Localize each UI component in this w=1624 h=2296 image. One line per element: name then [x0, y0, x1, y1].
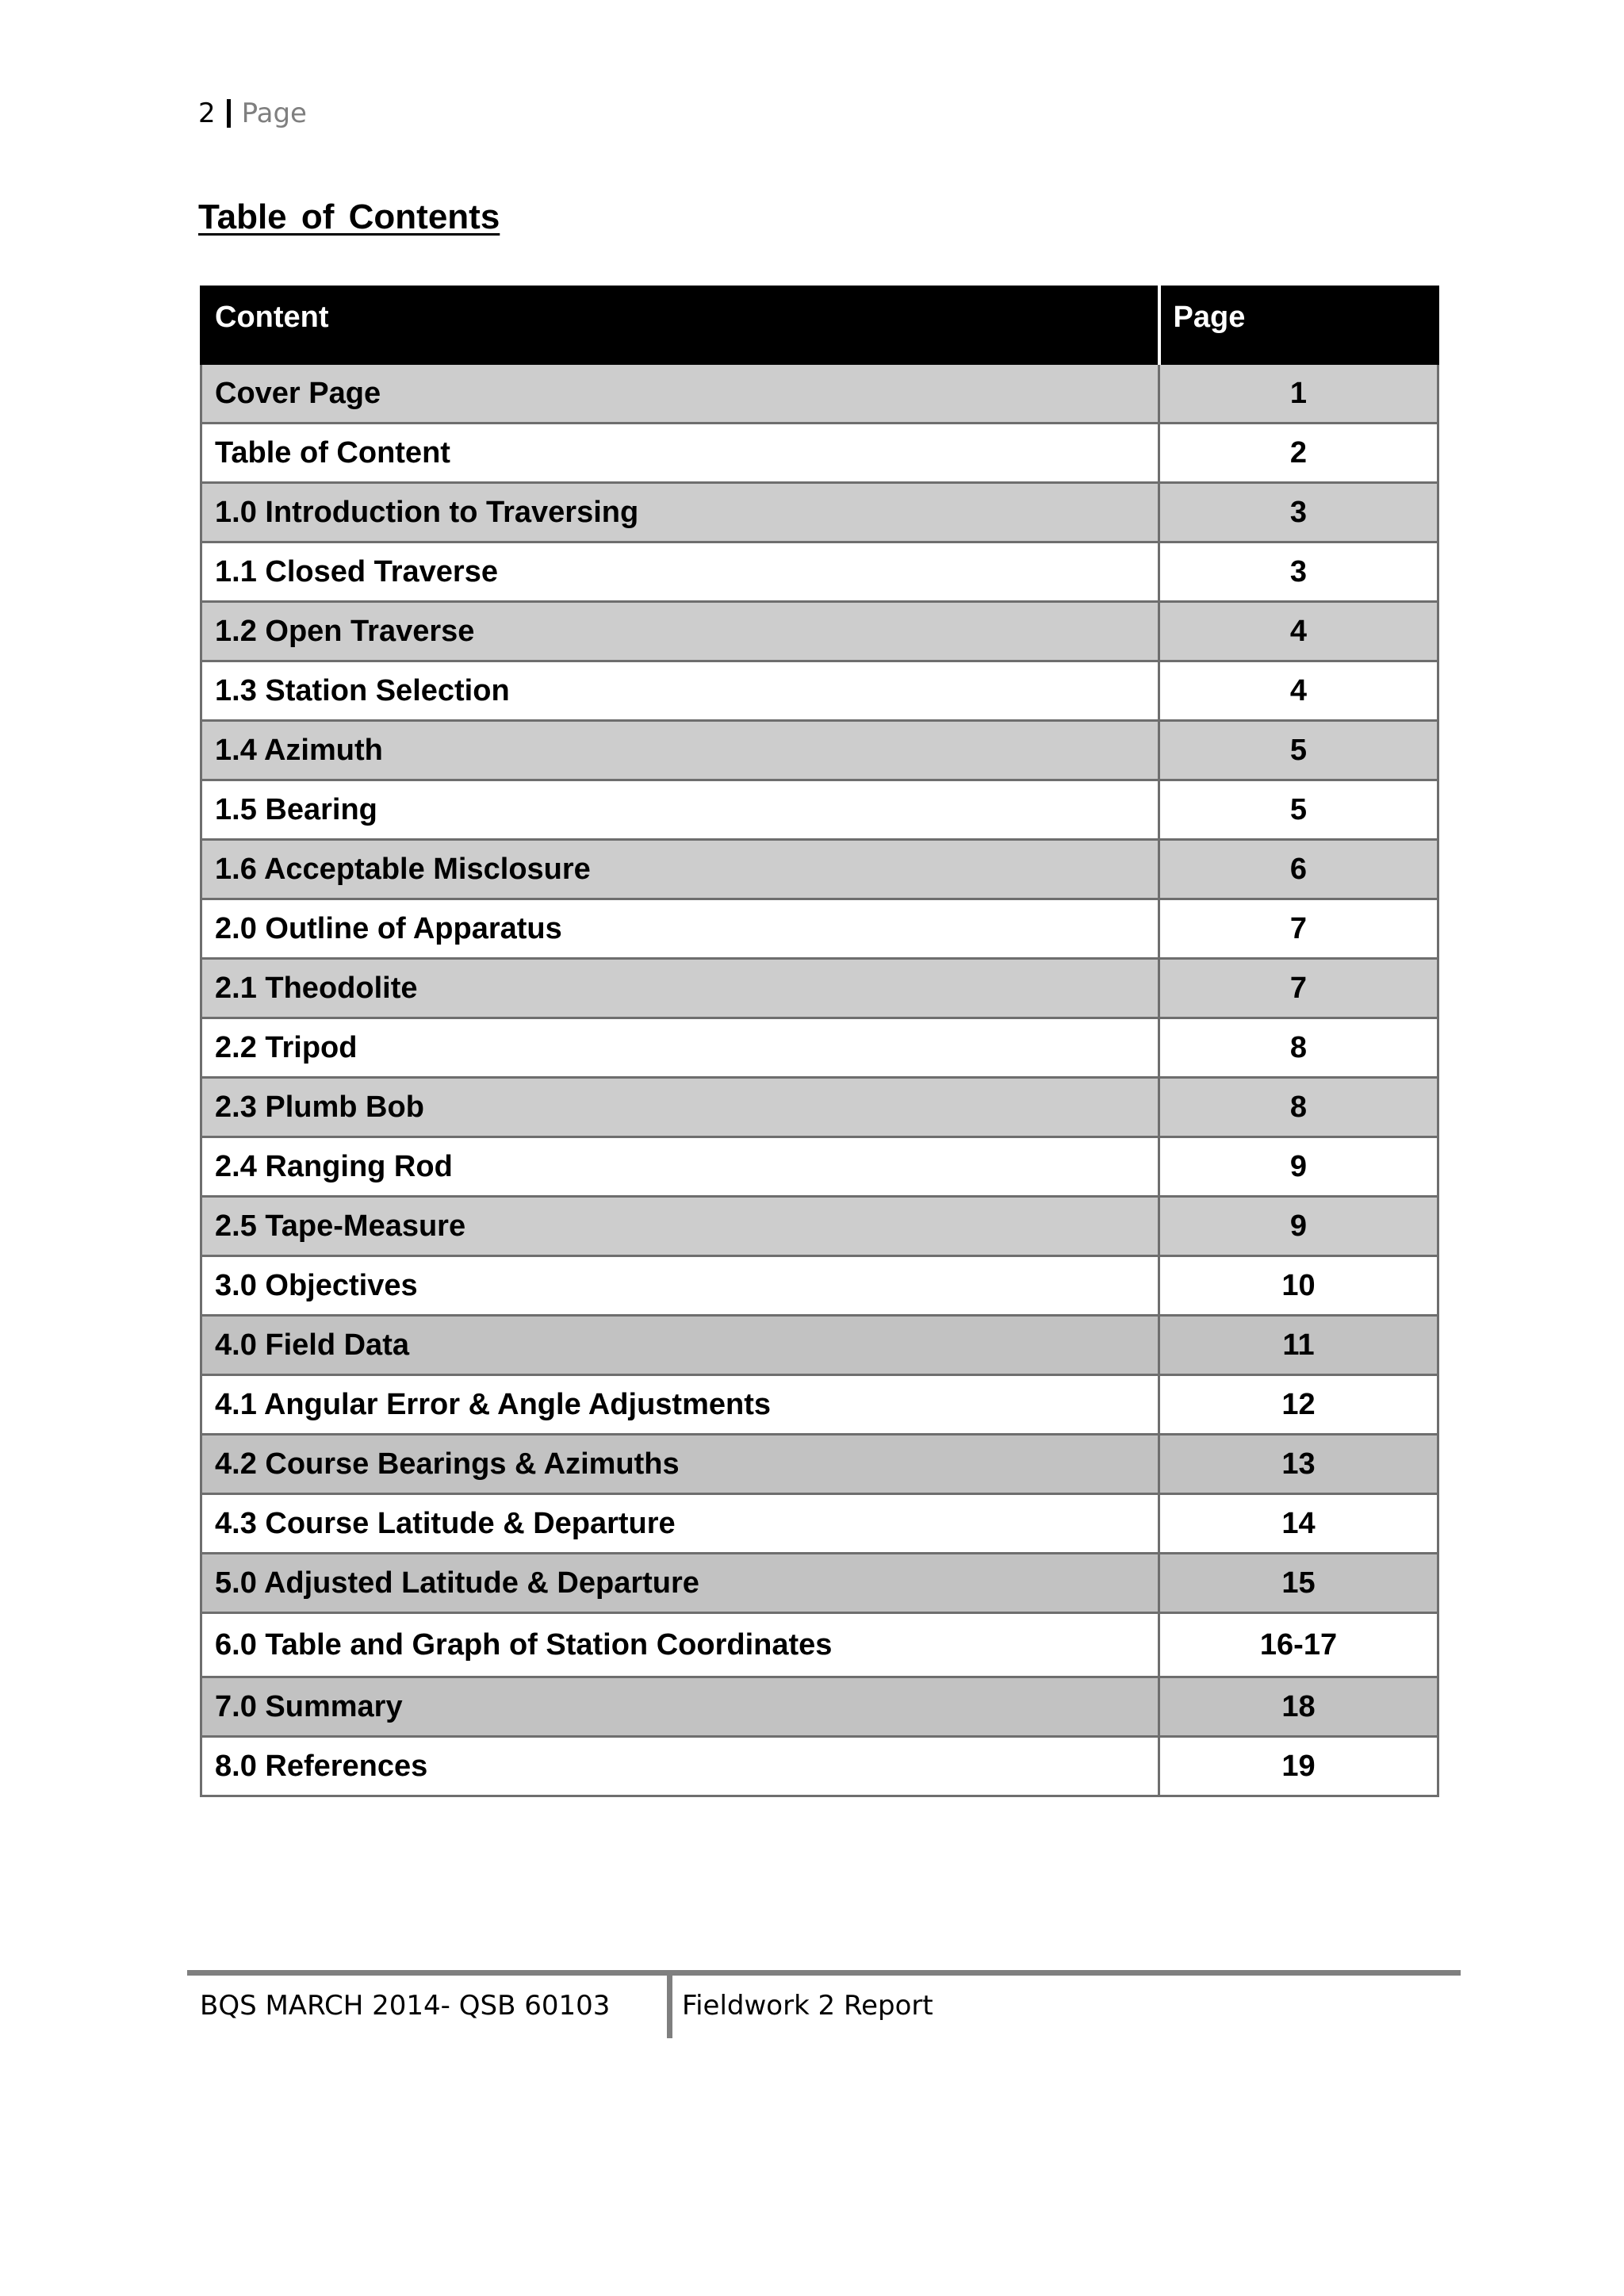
toc-entry-title: 2.4 Ranging Rod	[201, 1137, 1159, 1197]
toc-entry-page: 8	[1159, 1078, 1438, 1137]
table-row	[201, 721, 1438, 780]
table-row	[201, 899, 1438, 959]
page-label: Page	[241, 98, 307, 129]
toc-entry-page: 19	[1159, 1737, 1438, 1796]
toc-entry-title: 1.3 Station Selection	[201, 661, 1159, 721]
toc-entry-title: 2.0 Outline of Apparatus	[201, 899, 1159, 959]
toc-entry-page: 14	[1159, 1494, 1438, 1554]
table-row	[201, 1677, 1438, 1737]
table-row	[201, 1137, 1438, 1197]
toc-entry-title: 3.0 Objectives	[201, 1256, 1159, 1316]
table-row	[201, 1554, 1438, 1613]
toc-entry-title: 1.2 Open Traverse	[201, 602, 1159, 661]
toc-entry-title: 2.5 Tape-Measure	[201, 1197, 1159, 1256]
toc-entry-title: 1.6 Acceptable Misclosure	[201, 840, 1159, 899]
toc-entry-title: 4.0 Field Data	[201, 1316, 1159, 1375]
toc-table	[200, 286, 1439, 1797]
toc-entry-title: 8.0 References	[201, 1737, 1159, 1796]
table-row	[201, 1316, 1438, 1375]
toc-entry-title: 4.3 Course Latitude & Departure	[201, 1494, 1159, 1554]
toc-entry-title: 2.2 Tripod	[201, 1018, 1159, 1078]
toc-entry-page: 6	[1159, 840, 1438, 899]
toc-entry-page: 3	[1159, 542, 1438, 602]
toc-entry-page: 9	[1159, 1197, 1438, 1256]
table-row	[201, 1494, 1438, 1554]
toc-entry-page: 18	[1159, 1677, 1438, 1737]
column-header-page: Page	[1159, 287, 1438, 364]
toc-entry-page: 5	[1159, 721, 1438, 780]
toc-entry-title: 1.0 Introduction to Traversing	[201, 483, 1159, 542]
toc-entry-page: 12	[1159, 1375, 1438, 1435]
toc-entry-page: 16-17	[1159, 1613, 1438, 1677]
toc-entry-page: 8	[1159, 1018, 1438, 1078]
toc-entry-page: 4	[1159, 602, 1438, 661]
toc-entry-page: 1	[1159, 364, 1438, 424]
page-header	[198, 94, 307, 133]
toc-entry-title: 2.3 Plumb Bob	[201, 1078, 1159, 1137]
toc-entry-title: 5.0 Adjusted Latitude & Departure	[201, 1554, 1159, 1613]
footer-rule	[187, 1970, 1461, 1976]
toc-entry-page: 10	[1159, 1256, 1438, 1316]
header-separator	[227, 99, 231, 128]
table-row	[201, 602, 1438, 661]
toc-entry-title: 4.2 Course Bearings & Azimuths	[201, 1435, 1159, 1494]
toc-entry-page: 7	[1159, 899, 1438, 959]
toc-entry-page: 4	[1159, 661, 1438, 721]
toc-header-row	[201, 287, 1438, 364]
table-row	[201, 1197, 1438, 1256]
table-row	[201, 542, 1438, 602]
table-row	[201, 1256, 1438, 1316]
toc-entry-page: 3	[1159, 483, 1438, 542]
toc-entry-title: 1.1 Closed Traverse	[201, 542, 1159, 602]
table-row	[201, 1078, 1438, 1137]
toc-entry-page: 11	[1159, 1316, 1438, 1375]
toc-entry-title: Cover Page	[201, 364, 1159, 424]
table-row	[201, 1375, 1438, 1435]
page-number: 2	[198, 98, 216, 129]
toc-entry-title: 1.4 Azimuth	[201, 721, 1159, 780]
table-row	[201, 780, 1438, 840]
toc-entry-page: 5	[1159, 780, 1438, 840]
toc-entry-page: 15	[1159, 1554, 1438, 1613]
table-row	[201, 1613, 1438, 1677]
table-row	[201, 1737, 1438, 1796]
toc-entry-page: 9	[1159, 1137, 1438, 1197]
table-row	[201, 959, 1438, 1018]
table-row	[201, 483, 1438, 542]
toc-entry-title: 2.1 Theodolite	[201, 959, 1159, 1018]
table-row	[201, 424, 1438, 483]
toc-entry-title: 1.5 Bearing	[201, 780, 1159, 840]
column-header-content: Content	[201, 287, 1159, 364]
table-row	[201, 840, 1438, 899]
toc-entry-title: 6.0 Table and Graph of Station Coordinates	[201, 1613, 1159, 1677]
toc-entry-title: Table of Content	[201, 424, 1159, 483]
table-row	[201, 1435, 1438, 1494]
toc-entry-page: 2	[1159, 424, 1438, 483]
toc-entry-title: 7.0 Summary	[201, 1677, 1159, 1737]
footer-report-title: Fieldwork 2 Report	[682, 1990, 933, 2022]
toc-entry-page: 13	[1159, 1435, 1438, 1494]
toc-entry-title: 4.1 Angular Error & Angle Adjustments	[201, 1375, 1159, 1435]
toc-entry-page: 7	[1159, 959, 1438, 1018]
table-row	[201, 661, 1438, 721]
table-row	[201, 1018, 1438, 1078]
footer-divider	[667, 1975, 672, 2038]
page-title: Table of Contents	[198, 197, 500, 236]
table-row	[201, 364, 1438, 424]
footer-course-code: BQS MARCH 2014- QSB 60103	[200, 1990, 611, 2022]
